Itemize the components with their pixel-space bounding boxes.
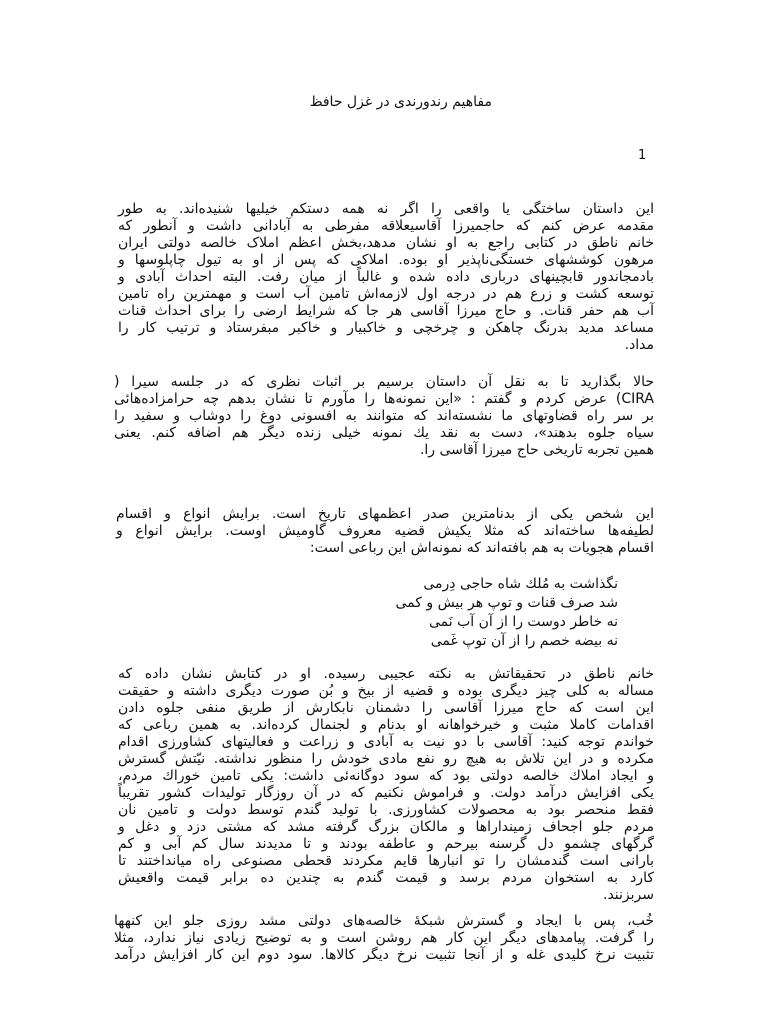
- paragraph-line: مداد.: [624, 337, 654, 353]
- paragraph-line: را گرفت. پیامدهای دیگر این کار هم روشن است و به توضیح زیادی نیاز ندارد، مثلا: [114, 930, 654, 946]
- paragraph-line: گرگهای چشمو دل گرسنه بیرحم و عاطفه بودند و تا مدیدند سال کم آبی و کم: [118, 836, 654, 852]
- paragraph-line: اقسام هجویات به هم بافته‌اند که نمونه‌اش این رباعی است:: [309, 540, 654, 556]
- paragraph-line: فقط منحصر بود به محصولات کشاورزی. با تولید گندم توسط دولت و تامین نان: [118, 802, 654, 818]
- paragraph-line: مساله به کلی چیز دیگری بوده و قضیه از بیخ و بُن صورت دیگری داشته و حقیقت: [118, 683, 654, 699]
- paragraph-line: این شخص یکی از بدنامترین صدر اعظمهای تاریخ است. برایش انواع و اقسام: [116, 506, 654, 522]
- paragraph-line: خواندم توجه کنید: آقاسی با دو نیت به آبادی و زراعت و فعالیتهای کشاورزی اقدام: [118, 734, 654, 750]
- paragraph-line: این است که حاج میرزا آقاسی را دشمنان نابکارش از طریق منفی جلوه دادن: [118, 700, 654, 716]
- document-title: مفاهیم رندورندی در غزل حافظ: [309, 94, 492, 110]
- poem-line: نه بیضه خصم را از آن توپ غَمی: [430, 633, 618, 649]
- paragraph-line: مساعد مدید بدرنگ چاهکن و چرخچی و خاکبیار و خاکبر مبفرستاد و ترتیب کار را: [118, 320, 654, 336]
- poem-line: نگذاشت به مُلك شاه حاجی دِرمی: [423, 576, 618, 592]
- poem-quatrain: [358, 575, 618, 651]
- paragraph-line: کارد به استخوان مردم برسد و قیمت گندم به چندین ده برابر قیمت واقعیش: [118, 870, 654, 886]
- paragraph-line: مقدمه عرض کنم که حاجمیرزا آقاسیعلاقه مفرطی به آبادانی داشت و آنطور که: [118, 218, 654, 234]
- paragraph-line: مکرده و در این تلاش به هیچ رو نفع مادی خودش را منظور نداشته. نیّتش گسترش: [118, 751, 654, 767]
- paragraph-line: لطیفه‌ها ساخته‌اند که مثلا یکیش قضیه معروف گاومیش اوست. برایش انواع و: [116, 523, 654, 539]
- paragraph-line: همین تجربه تاریخی حاج میرزا آقاسی را.: [419, 442, 654, 458]
- paragraph-line: توسعه کشت و زرع هم در درجه اول لازمه‌اش تامین آب است و مهمترین راه تامین: [118, 286, 654, 302]
- paragraph-3: [116, 506, 654, 557]
- paragraph-line: بادمجاندور قابچینهای درباری داده شده و غالباً از میان رفت. البته احداث آبادی و: [118, 269, 654, 285]
- paragraph-line: بارانی است گندمشان را تو انبارها قایم مکردند قحطی مصنوعی راه میانداختند تا: [118, 853, 654, 869]
- poem-line: نه خاطر دوست را از آن آب نَمی: [428, 614, 618, 630]
- paragraph-5: [114, 913, 654, 964]
- page-number: 1: [638, 148, 647, 163]
- paragraph-line: حالا بگذارید تا به نقل آن داستان برسیم بر اثبات نظری که در جلسه سیرا (: [114, 374, 654, 390]
- paragraph-line: مرهون کوششهای خستگی‌ناپذیر او بوده. املاکی که پس از او به تیول چاپلوسها و: [118, 252, 654, 268]
- poem-line: شد صرف قنات و توپ هر بیش و کمی: [395, 595, 618, 611]
- paragraph-line: مردم جلو اجحاف زمینداراها و مالکان بزرگ گرفته مشد که مشتی دزد و دغل و: [118, 819, 654, 835]
- paragraph-4: [118, 666, 654, 904]
- paragraph-line: سربزنند.: [603, 887, 654, 903]
- paragraph-line: CIRA) عرض کردم و گفتم : «این نمونه‌ها را مآورم تا نشان بدهم چه حرامزاده‌هائی: [114, 391, 654, 407]
- paragraph-line: بر سر راه قضاوتهای ما نشسته‌اند که متوانند به افسونی دوغ را دوشاب و سفید را: [114, 408, 654, 424]
- paragraph-line: سیاه جلوه بدهند»، دست به نقد یك نمونه خیلی زنده دیگر هم اضافه کنم. یعنی: [114, 425, 654, 441]
- paragraph-line: این داستان ساختگی یا واقعی را اگر نه همه دستکم خیلیها شنیده‌اند. به طور: [118, 201, 654, 217]
- paragraph-line: یکی افزایش درآمد دولت. و فراموش نکنیم که در آن روزگار تولیدات کشور تقریباً: [118, 785, 654, 801]
- paragraph-line: خانم ناطق در تحقیقاتش به نکته عجیبی رسیده. او در کتابش نشان داده که: [118, 666, 654, 682]
- paragraph-line: و ایجاد املاك خالصه دولتی بود که سود دوگانه‌ئی داشت: یکی تامین خوراك مردم،: [118, 768, 654, 784]
- paragraph-2: [114, 374, 654, 459]
- paragraph-1: [118, 201, 654, 354]
- paragraph-line: آب هم حفر قنات. و حاج میرزا آقاسی هر جا که شرایط ارضی را برای احداث قنات: [118, 303, 654, 319]
- paragraph-line: تثبیت نرخ کلیدی غله و از آنجا تثبیت نرخ دیگر کالاها. سود دوم این کار افزایش درآمد: [114, 947, 654, 963]
- paragraph-line: خانم ناطق در کتابی راجع به او نشان مدهد،بخش اعظم املاک خالصه دولتی ایران: [118, 235, 654, 251]
- paragraph-line: خُب، پس با ایجاد و گسترش شبکهٔ خالصه‌های دولتی مشد روزی جلو این کنهها: [114, 913, 654, 929]
- paragraph-line: اقدامات کاملا مثبت و خیرخواهانه او بدنام و لجنمال کرده‌اند. به همین رباعی که: [118, 717, 654, 733]
